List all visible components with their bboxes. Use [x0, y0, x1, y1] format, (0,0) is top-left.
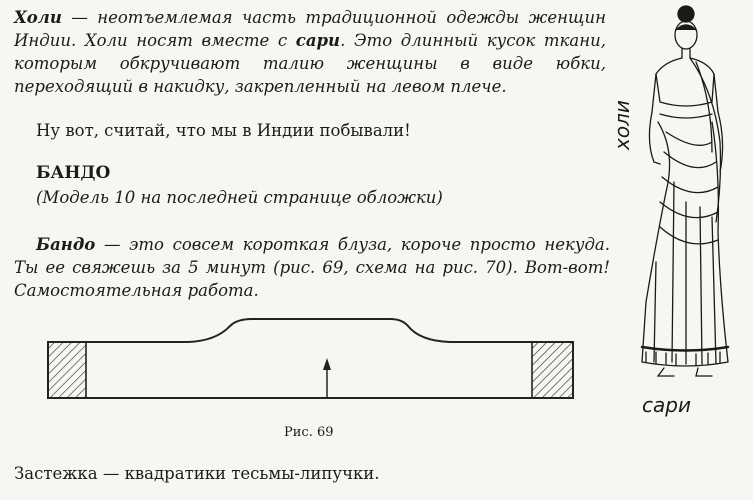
pattern-outline: [48, 319, 573, 398]
section-subtitle: (Модель 10 на последней странице обложки): [36, 188, 443, 207]
left-hatched-square: [48, 342, 86, 398]
india-sentence: Ну вот, считай, что мы в Индии побывали!: [36, 121, 411, 140]
kholi-text-1: — неотъемлемая часть традиционной одежды женщин Индии. Холи носят вместе с: [14, 8, 606, 50]
sari-figure-illustration: [616, 2, 746, 387]
kholi-figure-label: холи: [610, 100, 634, 150]
closure-note: Застежка — квадратики тесьмы-липучки.: [14, 464, 380, 483]
sari-word: сари: [295, 31, 341, 50]
figure-caption: Рис. 69: [284, 425, 334, 440]
section-title: БАНДО: [36, 163, 111, 183]
sari-figure-label: сари: [642, 393, 691, 417]
kholi-paragraph: [14, 6, 606, 98]
right-hatched-square: [532, 342, 573, 398]
bando-paragraph: [14, 233, 610, 302]
kholi-text-2: . Это длинный кусок ткани, которым обкручивают талию женщины в виде юбки, переходящий в накидку, закрепленный на левом плече.: [14, 31, 606, 96]
bando-term: Бандо: [36, 235, 96, 254]
arrow-head: [323, 358, 331, 370]
kholi-term: Холи: [14, 8, 62, 27]
bando-text: — это совсем короткая блуза, короче просто некуда. Ты ее свяжешь за 5 минут (рис. 69, схема на рис. 70). Вот-вот! Самостоятельная работа.: [14, 235, 610, 300]
pattern-diagram: [40, 314, 580, 394]
